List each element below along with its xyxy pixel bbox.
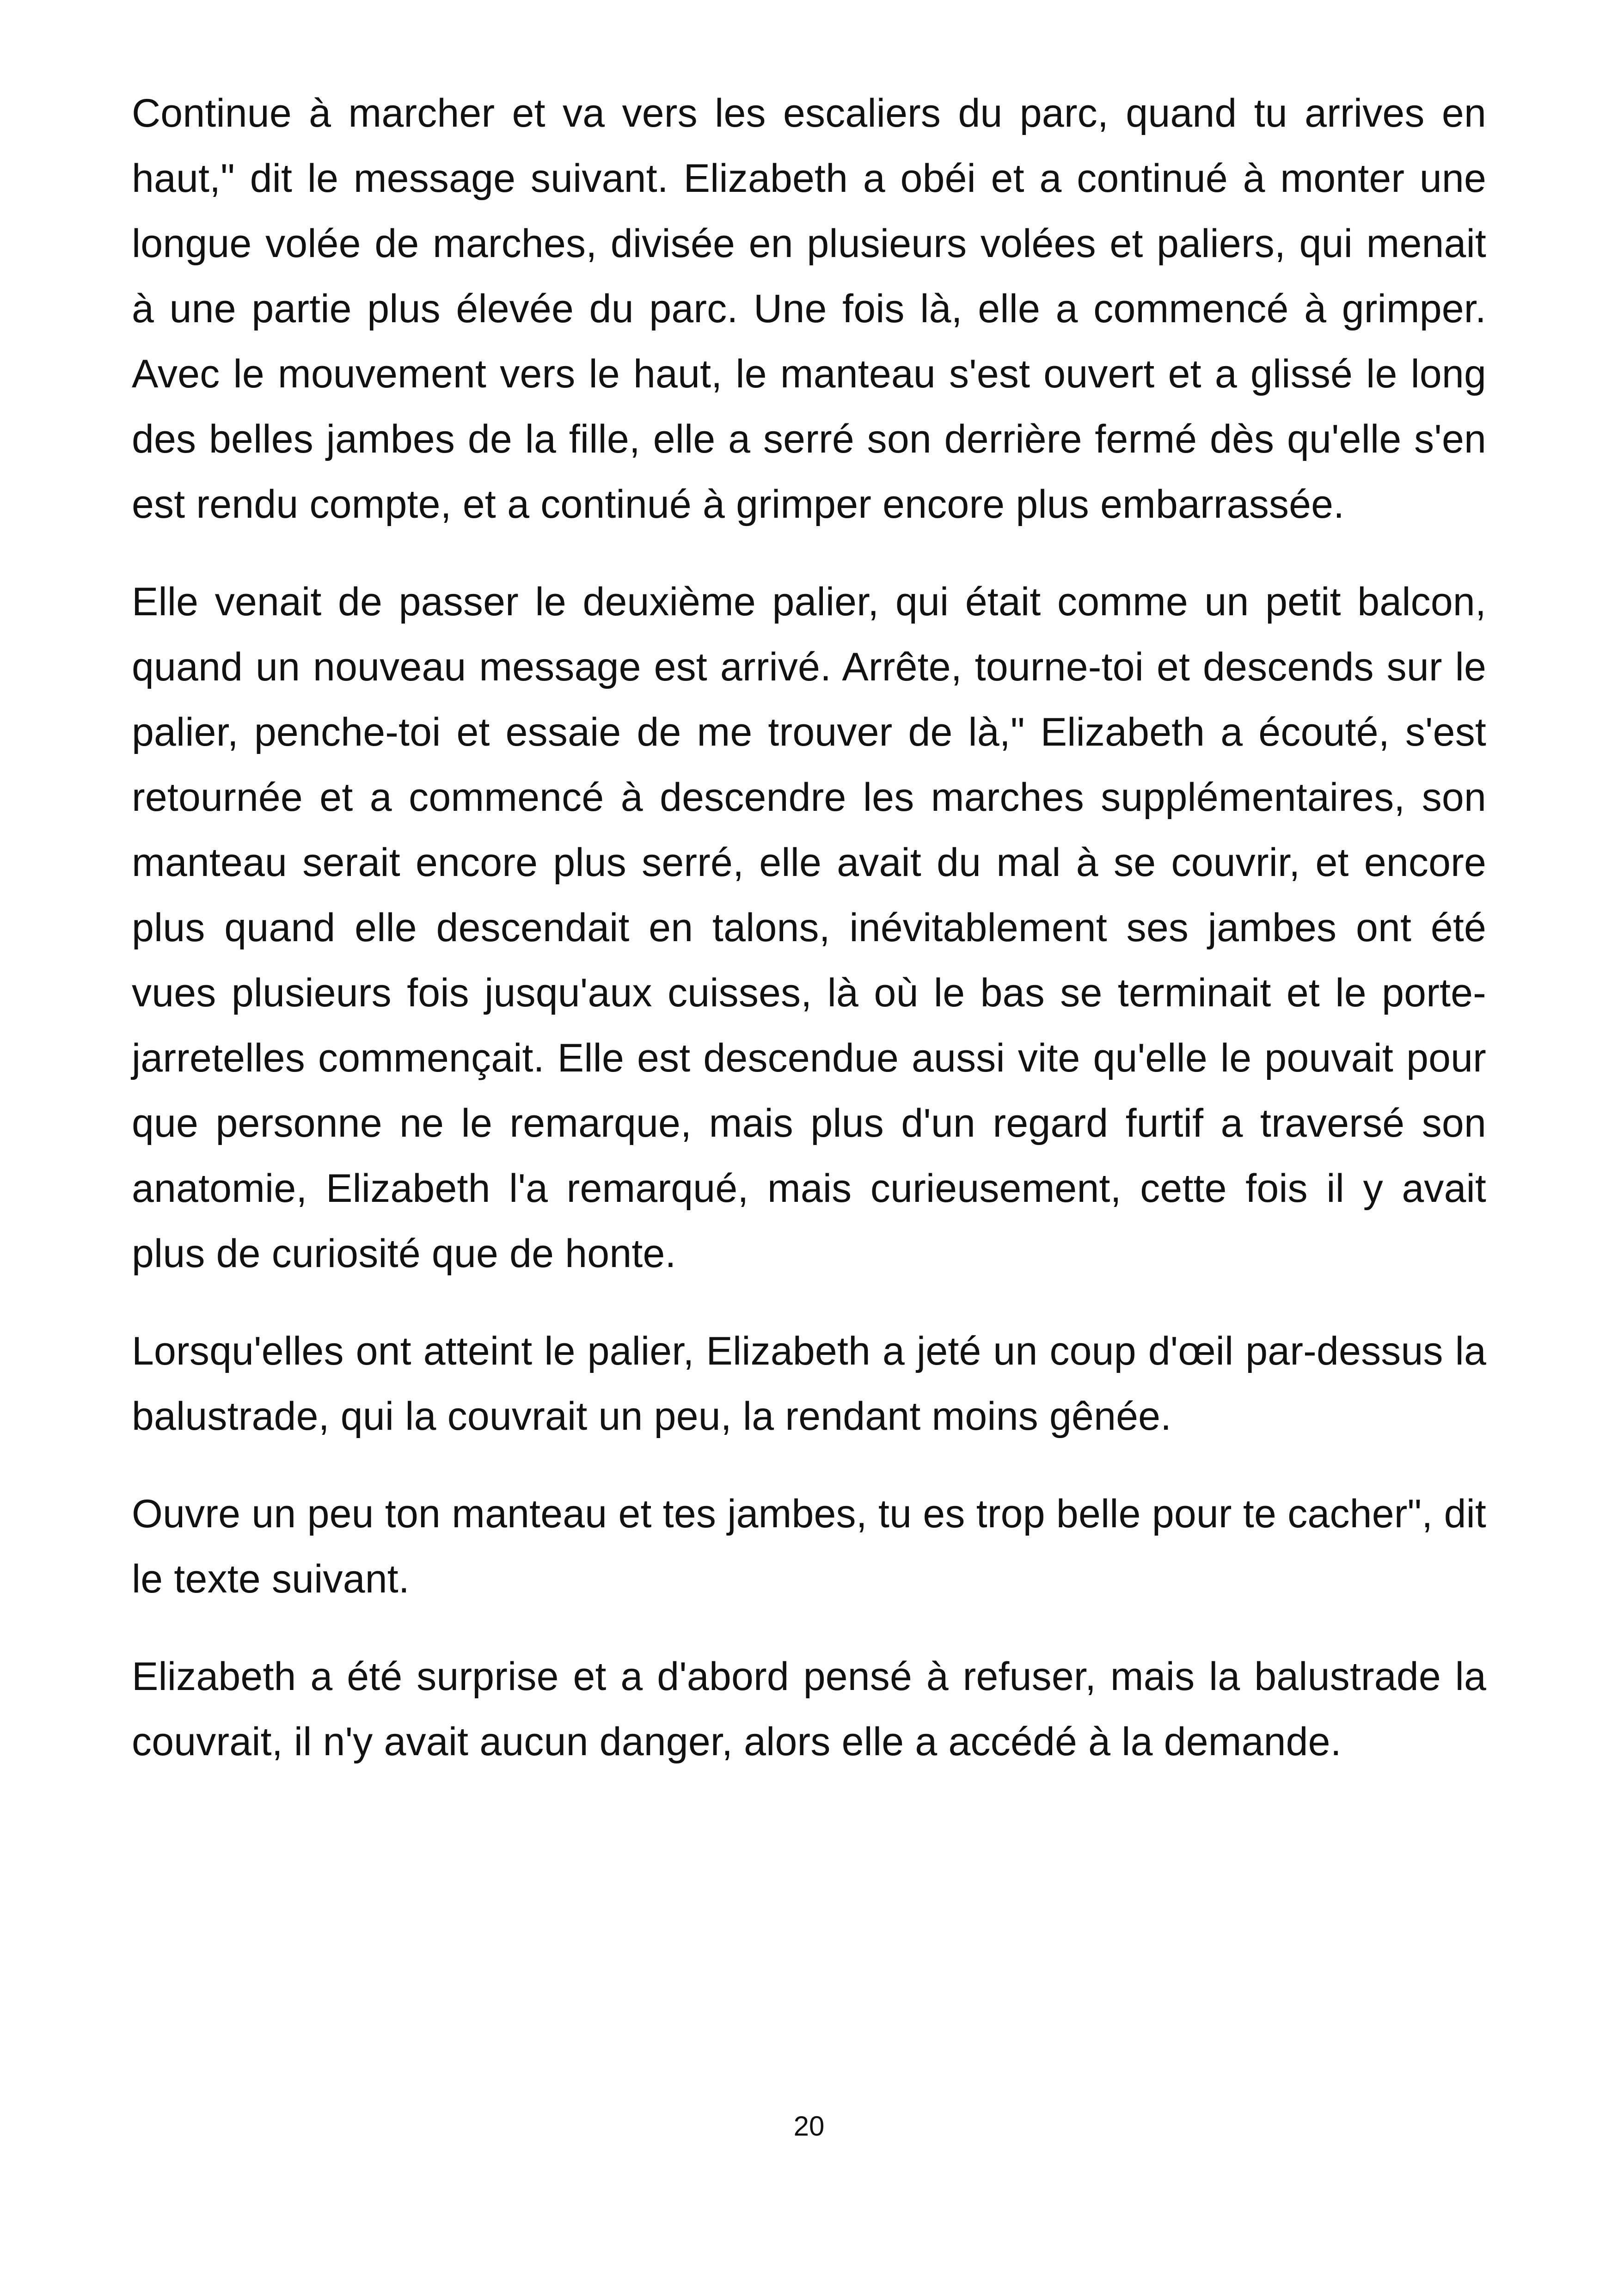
body-text (132, 81, 1486, 1807)
page-number: 20 (793, 2111, 825, 2142)
paragraph: Elizabeth a été surprise et a d'abord pensé à refuser, mais la balustrade la couvrait, il n'y avait aucun danger, alors elle a accédé à la demande. (132, 1654, 1486, 1764)
paragraph: Lorsqu'elles ont atteint le palier, Elizabeth a jeté un coup d'œil par-dessus la balustrade, qui la couvrait un peu, la rendant moins gênée. (132, 1329, 1486, 1439)
paragraph: Elle venait de passer le deuxième palier, qui était comme un petit balcon, quand un nouveau message est arrivé. Arrête, tourne-toi et descends sur le palier, penche-toi et essaie de me trouver de là," Elizabeth a écouté, s'est retournée et a commencé à descendre les marches supplémentaires, son manteau serait encore plus serré, elle avait du mal à se couvrir, et encore plus quand elle descendait en talons, inévitablement ses jambes ont été vues plusieurs fois jusqu'aux cuisses, là où le bas se terminait et le porte-jarretelles commençait. Elle est descendue aussi vite qu'elle le pouvait pour que personne ne le remarque, mais plus d'un regard furtif a traversé son anatomie, Elizabeth l'a remarqué, mais curieusement, cette fois il y avait plus de curiosité que de honte. (132, 580, 1486, 1276)
paragraph: Continue à marcher et va vers les escaliers du parc, quand tu arrives en haut," dit le message suivant. Elizabeth a obéi et a continué à monter une longue volée de marches, divisée en plusieurs volées et paliers, qui menait à une partie plus élevée du parc. Une fois là, elle a commencé à grimper. Avec le mouvement vers le haut, le manteau s'est ouvert et a glissé le long des belles jambes de la fille, elle a serré son derrière fermé dès qu'elle s'en est rendu compte, et a continué à grimper encore plus embarrassée. (132, 91, 1486, 527)
paragraph: Ouvre un peu ton manteau et tes jambes, tu es trop belle pour te cacher", dit le texte suivant. (132, 1492, 1486, 1601)
